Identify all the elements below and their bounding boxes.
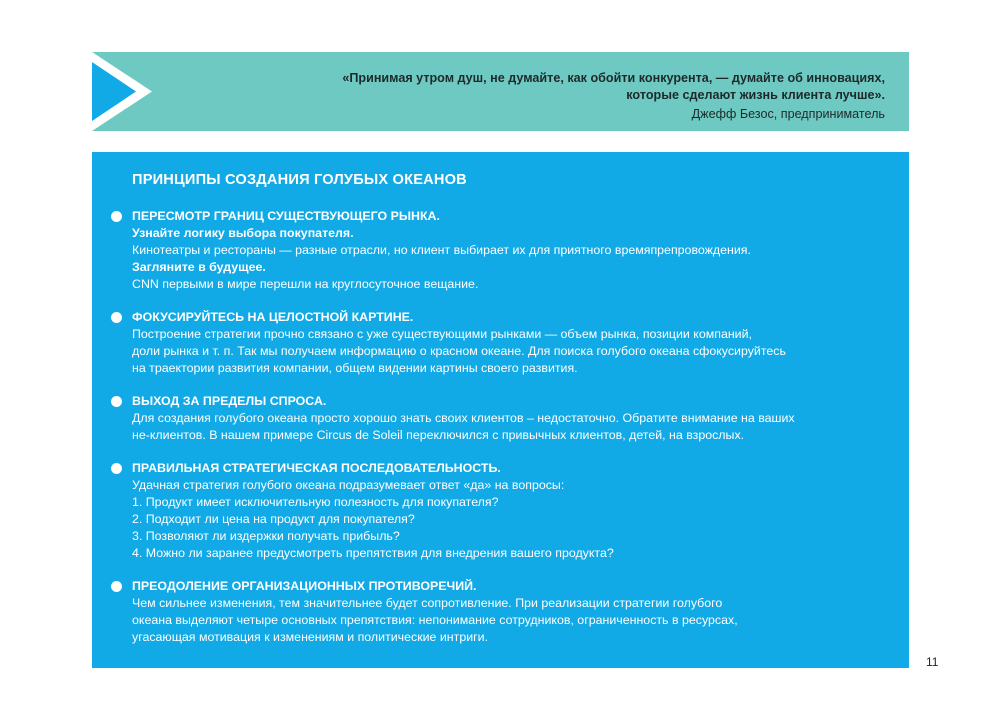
principle-heading: ВЫХОД ЗА ПРЕДЕЛЫ СПРОСА. [132, 394, 327, 408]
principle-text: CNN первыми в мире перешли на круглосуточное вещание. [132, 277, 479, 291]
page-number: 11 [926, 655, 939, 669]
principle-text: Удачная стратегия голубого океана подразумевает ответ «да» на вопросы: [132, 478, 565, 492]
principle-text: Построение стратегии прочно связано с уже существующими рынками — объем рынка, позиции компаний, [132, 327, 752, 341]
bullet-icon [111, 581, 122, 592]
principle-subheading: Узнайте логику выбора покупателя. [132, 226, 354, 240]
principles-list [132, 208, 892, 662]
principle-text: на траектории развития компании, общем видении картины своего развития. [132, 361, 578, 375]
principle-heading: ПРЕОДОЛЕНИЕ ОРГАНИЗАЦИОННЫХ ПРОТИВОРЕЧИЙ. [132, 579, 477, 593]
principle-item [132, 460, 892, 562]
principle-item [132, 393, 892, 444]
principle-text: океана выделяют четыре основных препятствия: непонимание сотрудников, ограниченность в ресурсах, [132, 613, 738, 627]
question-item: 2. Подходит ли цена на продукт для покупателя? [132, 512, 415, 526]
principle-text: Кинотеатры и рестораны — разные отрасли, но клиент выбирает их для приятного времяпрепровождения. [132, 243, 751, 257]
principle-heading: ФОКУСИРУЙТЕСЬ НА ЦЕЛОСТНОЙ КАРТИНЕ. [132, 310, 414, 324]
principles-panel [92, 152, 909, 668]
principle-item [132, 208, 892, 293]
quote-band [92, 52, 909, 131]
bullet-icon [111, 211, 122, 222]
quote-block [245, 70, 885, 123]
chevron-right-icon [92, 52, 152, 131]
principle-text: Чем сильнее изменения, тем значительнее будет сопротивление. При реализации стратегии голубого [132, 596, 723, 610]
principle-heading: ПРАВИЛЬНАЯ СТРАТЕГИЧЕСКАЯ ПОСЛЕДОВАТЕЛЬНОСТЬ. [132, 461, 501, 475]
quote-line-2: которые сделают жизнь клиента лучше». [626, 88, 885, 102]
principle-heading: ПЕРЕСМОТР ГРАНИЦ СУЩЕСТВУЮЩЕГО РЫНКА. [132, 209, 440, 223]
question-item: 4. Можно ли заранее предусмотреть препятствия для внедрения вашего продукта? [132, 546, 614, 560]
principle-item [132, 309, 892, 377]
principle-text: не-клиентов. В нашем примере Circus de Soleil переключился с привычных клиентов, детей, на взрослых. [132, 428, 745, 442]
principle-item [132, 578, 892, 646]
question-item: 1. Продукт имеет исключительную полезность для покупателя? [132, 495, 499, 509]
principle-subheading: Загляните в будущее. [132, 260, 266, 274]
bullet-icon [111, 463, 122, 474]
quote-line-1: «Принимая утром душ, не думайте, как обойти конкурента, — думайте об инновациях, [342, 71, 885, 85]
principle-text: доли рынка и т. п. Так мы получаем информацию о красном океане. Для поиска голубого океана сфокусируйтесь [132, 344, 786, 358]
principle-text: угасающая мотивация к изменениям и политические интриги. [132, 630, 489, 644]
question-item: 3. Позволяют ли издержки получать прибыль? [132, 529, 400, 543]
bullet-icon [111, 396, 122, 407]
principle-text: Для создания голубого океана просто хорошо знать своих клиентов – недостаточно. Обратите внимание на ваших [132, 411, 795, 425]
quote-author: Джефф Безос, предприниматель [691, 107, 885, 121]
bullet-icon [111, 312, 122, 323]
panel-title: ПРИНЦИПЫ СОЗДАНИЯ ГОЛУБЫХ ОКЕАНОВ [132, 172, 467, 188]
